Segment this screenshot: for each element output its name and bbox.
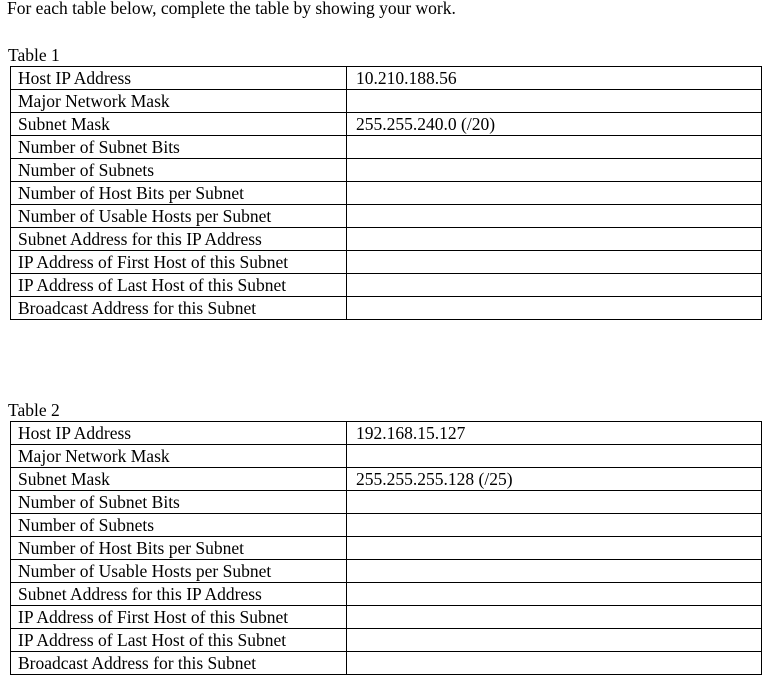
answer-cell-major-network-mask[interactable] bbox=[347, 90, 762, 113]
table-2-caption: Table 2 bbox=[8, 400, 60, 420]
row-label-number-of-subnets: Number of Subnets bbox=[11, 514, 347, 537]
row-label-major-network-mask: Major Network Mask bbox=[11, 445, 347, 468]
row-label-broadcast-address: Broadcast Address for this Subnet bbox=[11, 297, 347, 320]
table-row bbox=[11, 67, 762, 90]
table-row bbox=[11, 652, 762, 675]
answer-cell-host-bits[interactable] bbox=[347, 537, 762, 560]
table-row bbox=[11, 583, 762, 606]
table-row bbox=[11, 445, 762, 468]
table-row bbox=[11, 297, 762, 320]
answer-cell-number-of-subnets[interactable] bbox=[347, 159, 762, 182]
table-1-caption: Table 1 bbox=[8, 45, 60, 65]
answer-cell-last-host[interactable] bbox=[347, 274, 762, 297]
answer-cell-number-of-subnets[interactable] bbox=[347, 514, 762, 537]
row-label-broadcast-address: Broadcast Address for this Subnet bbox=[11, 652, 347, 675]
row-label-last-host: IP Address of Last Host of this Subnet bbox=[11, 629, 347, 652]
row-label-host-bits: Number of Host Bits per Subnet bbox=[11, 537, 347, 560]
table-row bbox=[11, 274, 762, 297]
table-row bbox=[11, 491, 762, 514]
row-label-host-ip: Host IP Address bbox=[11, 67, 347, 90]
table-row bbox=[11, 113, 762, 136]
subnet-table-1 bbox=[10, 66, 762, 320]
table-row bbox=[11, 90, 762, 113]
instruction-text: For each table below, complete the table by showing your work. bbox=[7, 0, 456, 18]
answer-cell-host-ip[interactable]: 10.210.188.56 bbox=[347, 67, 762, 90]
row-label-usable-hosts: Number of Usable Hosts per Subnet bbox=[11, 560, 347, 583]
row-label-subnet-mask: Subnet Mask bbox=[11, 113, 347, 136]
answer-cell-host-ip[interactable]: 192.168.15.127 bbox=[347, 422, 762, 445]
answer-cell-subnet-address[interactable] bbox=[347, 228, 762, 251]
row-label-host-ip: Host IP Address bbox=[11, 422, 347, 445]
answer-cell-subnet-bits[interactable] bbox=[347, 136, 762, 159]
table-row bbox=[11, 629, 762, 652]
answer-cell-subnet-mask[interactable]: 255.255.255.128 (/25) bbox=[347, 468, 762, 491]
row-label-subnet-address: Subnet Address for this IP Address bbox=[11, 228, 347, 251]
table-row bbox=[11, 514, 762, 537]
table-row bbox=[11, 228, 762, 251]
answer-cell-subnet-mask[interactable]: 255.255.240.0 (/20) bbox=[347, 113, 762, 136]
table-row bbox=[11, 159, 762, 182]
table-row bbox=[11, 606, 762, 629]
row-label-last-host: IP Address of Last Host of this Subnet bbox=[11, 274, 347, 297]
row-label-usable-hosts: Number of Usable Hosts per Subnet bbox=[11, 205, 347, 228]
table-row bbox=[11, 560, 762, 583]
table-row bbox=[11, 182, 762, 205]
answer-cell-first-host[interactable] bbox=[347, 606, 762, 629]
table-row bbox=[11, 205, 762, 228]
row-label-subnet-address: Subnet Address for this IP Address bbox=[11, 583, 347, 606]
answer-cell-first-host[interactable] bbox=[347, 251, 762, 274]
answer-cell-subnet-bits[interactable] bbox=[347, 491, 762, 514]
answer-cell-subnet-address[interactable] bbox=[347, 583, 762, 606]
row-label-first-host: IP Address of First Host of this Subnet bbox=[11, 606, 347, 629]
row-label-subnet-bits: Number of Subnet Bits bbox=[11, 136, 347, 159]
answer-cell-broadcast-address[interactable] bbox=[347, 652, 762, 675]
row-label-subnet-bits: Number of Subnet Bits bbox=[11, 491, 347, 514]
table-row bbox=[11, 251, 762, 274]
table-row bbox=[11, 468, 762, 491]
subnet-table-2 bbox=[10, 421, 762, 675]
row-label-number-of-subnets: Number of Subnets bbox=[11, 159, 347, 182]
answer-cell-last-host[interactable] bbox=[347, 629, 762, 652]
table-row bbox=[11, 422, 762, 445]
answer-cell-host-bits[interactable] bbox=[347, 182, 762, 205]
answer-cell-usable-hosts[interactable] bbox=[347, 205, 762, 228]
answer-cell-major-network-mask[interactable] bbox=[347, 445, 762, 468]
table-row bbox=[11, 136, 762, 159]
row-label-host-bits: Number of Host Bits per Subnet bbox=[11, 182, 347, 205]
table-row bbox=[11, 537, 762, 560]
answer-cell-broadcast-address[interactable] bbox=[347, 297, 762, 320]
row-label-subnet-mask: Subnet Mask bbox=[11, 468, 347, 491]
answer-cell-usable-hosts[interactable] bbox=[347, 560, 762, 583]
row-label-major-network-mask: Major Network Mask bbox=[11, 90, 347, 113]
row-label-first-host: IP Address of First Host of this Subnet bbox=[11, 251, 347, 274]
